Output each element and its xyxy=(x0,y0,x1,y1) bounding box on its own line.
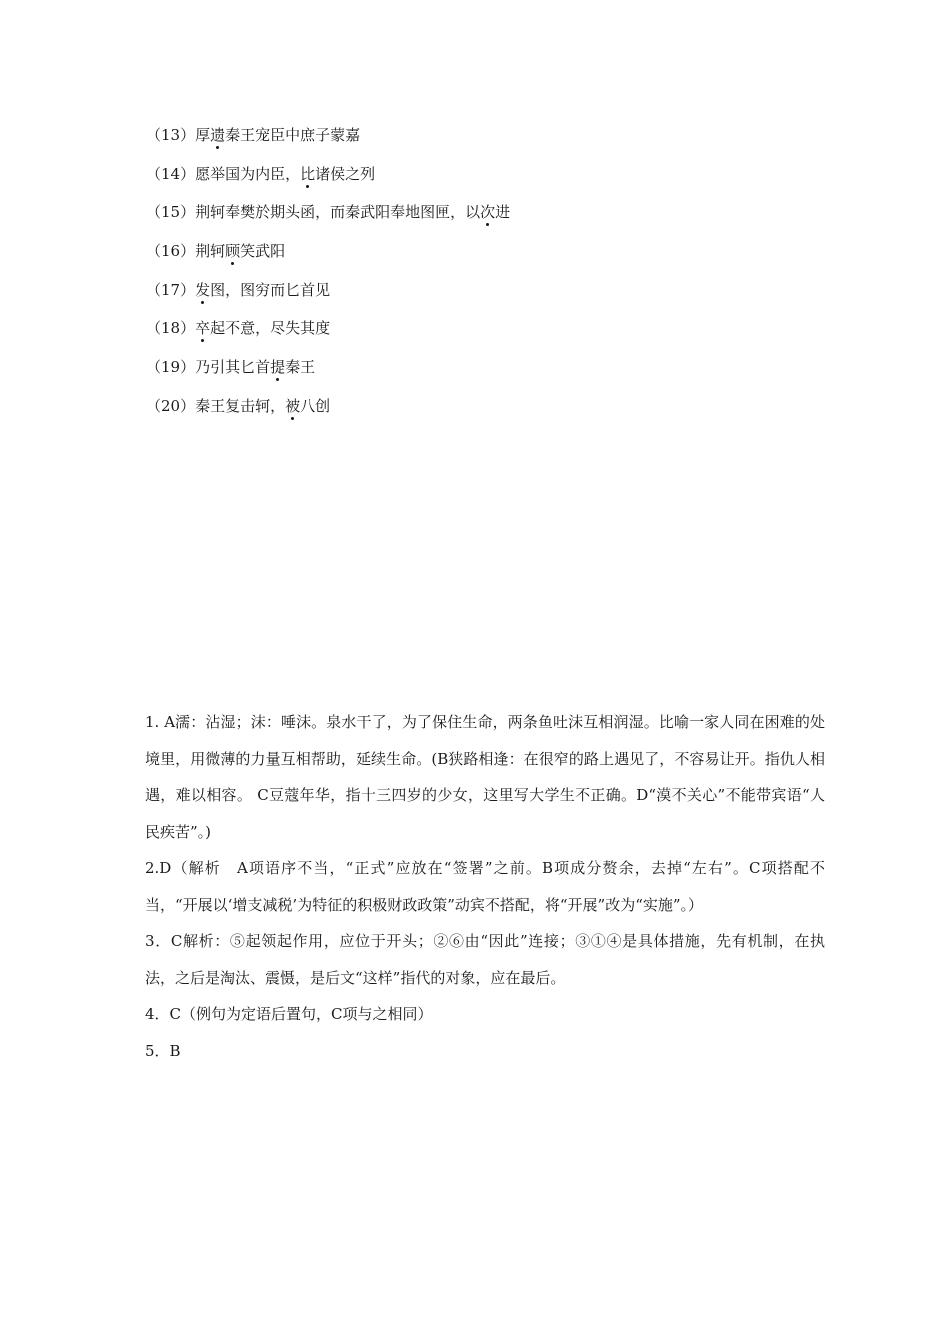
emphasis-dot-char: 遗 xyxy=(210,126,226,144)
item-text: 荆轲奉樊於期头函，而秦武阳奉地图匣，以次进 xyxy=(195,203,511,222)
item-16 xyxy=(146,237,510,276)
item-number: （13） xyxy=(146,126,196,144)
item-15 xyxy=(146,198,510,237)
item-18 xyxy=(146,314,510,353)
emphasis-dot-char: 提 xyxy=(270,358,286,377)
item-text: 乃引其匕首提秦王 xyxy=(195,358,316,377)
item-number: （16） xyxy=(146,242,196,261)
emphasis-dot-char: 比 xyxy=(300,164,316,183)
emphasis-dot-char: 卒 xyxy=(195,319,211,338)
item-number: （19） xyxy=(146,358,196,377)
answer-3: 3．C解析：⑤起领起作用，应位于开头；②⑥由“因此”连接；③①④是具体措施，先有机制，在执法，之后是淘汰、震慑，是后文“这样”指代的对象，应在最后。 xyxy=(145,932,825,987)
answer-4: 4．C（例句为定语后置句，C项与之相同） xyxy=(145,1005,433,1023)
item-number: （18） xyxy=(146,319,196,338)
item-text: 愿举国为内臣，比诸侯之列 xyxy=(195,164,376,183)
answer-2: 2.D（解析 A项语序不当，“正式”应放在“签署”之前。B项成分赘余，去掉“左右”。C项搭配不当，“开展以‘增支减税’为特征的积极财政政策”动宾不搭配，将“开展”改为“实施”。） xyxy=(145,859,825,914)
item-text: 荆轲顾笑武阳 xyxy=(195,242,286,261)
emphasis-dot-char: 次 xyxy=(480,203,496,222)
answer-1: 1. A濡：沾湿；沫：唾沫。泉水干了，为了保住生命，两条鱼吐沫互相润湿。比喻一家人同在困难的处境里，用微薄的力量互相帮助，延续生命。(B狭路相逢：在很窄的路上遇见了，不容易让开。指仇人相遇，难以相容。 C豆蔻年华，指十三四岁的少女，这里写大学生不正确。D“漠不关心”不能带宾语“人民疾苦”。) xyxy=(145,713,825,841)
item-text: 卒起不意，尽失其度 xyxy=(195,319,331,338)
question-items xyxy=(146,121,510,431)
item-number: （20） xyxy=(146,396,196,415)
item-number: （17） xyxy=(146,280,196,299)
answer-5: 5．B xyxy=(145,1041,181,1060)
answer-key xyxy=(145,704,825,1069)
item-13 xyxy=(146,121,510,160)
item-17 xyxy=(146,276,510,315)
item-14 xyxy=(146,160,510,199)
item-19 xyxy=(146,353,510,392)
item-text: 秦王复击轲，被八创 xyxy=(195,396,331,415)
item-text: 发图，图穷而匕首见 xyxy=(195,280,331,299)
item-number: （15） xyxy=(146,203,196,222)
emphasis-dot-char: 顾 xyxy=(225,242,241,261)
emphasis-dot-char: 被 xyxy=(285,396,301,415)
emphasis-dot-char: 发 xyxy=(195,280,211,299)
item-20 xyxy=(146,392,510,431)
item-number: （14） xyxy=(146,164,196,183)
item-text: 厚遗秦王宠臣中庶子蒙嘉 xyxy=(195,126,361,144)
